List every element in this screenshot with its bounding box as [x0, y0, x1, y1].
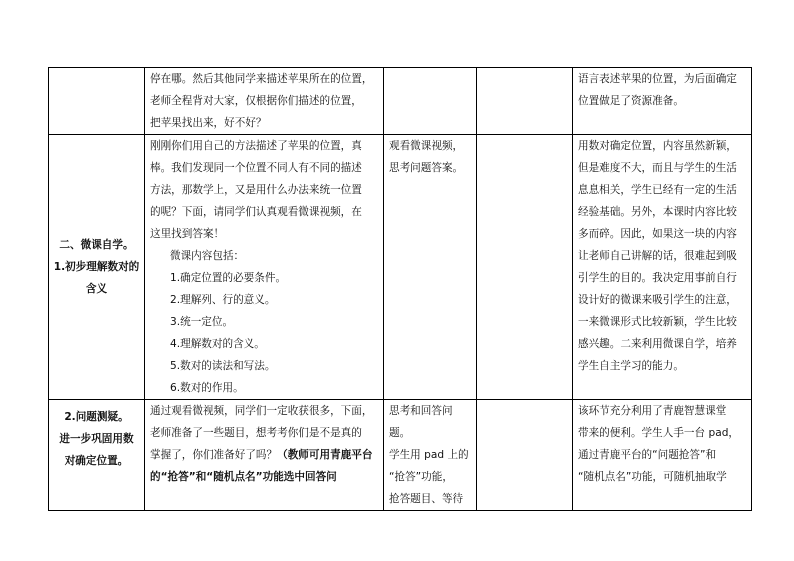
- student-line: 学生用 pad 上的: [389, 449, 469, 461]
- intent-line: 让老师自己讲解的话，很难起到吸: [578, 250, 737, 262]
- design-intent-cell: [573, 135, 752, 400]
- intent-line: 学生自主学习的能力。: [578, 360, 684, 372]
- list-item: 6.数对的作用。: [170, 382, 244, 394]
- intent-line: 息息相关，学生已经有一定的生活: [578, 184, 737, 196]
- teacher-activity-cell: [145, 68, 384, 135]
- table-row: [49, 400, 752, 511]
- stage-title: 2.问题测疑。: [64, 411, 129, 423]
- stage-subtitle: 对确定位置。: [64, 455, 129, 467]
- student-line: 观看微课视频，: [389, 140, 464, 152]
- list-item: 3.统一定位。: [170, 316, 234, 328]
- teacher-line: 把苹果找出来，好不好？: [150, 117, 267, 129]
- list-item: 1.确定位置的必要条件。: [170, 272, 287, 284]
- teacher-activity-cell: [145, 135, 384, 400]
- teacher-line: 老师全程背对大家，仅根据你们描述的位置，: [150, 95, 362, 107]
- teacher-line: 掌握了，你们准备好了吗？: [150, 449, 278, 461]
- teacher-note: （教师可用青鹿平台的“抢答”和“随机点名”功能选中回答问: [150, 449, 373, 483]
- intent-line: 但是难度不大，而且与学生的生活: [578, 162, 737, 174]
- list-item: 2.理解列、行的意义。: [170, 294, 276, 306]
- teacher-line: 方法，那数学上，又是用什么办法来统一位置: [150, 184, 362, 196]
- teacher-line: 这里找到答案！: [150, 228, 225, 240]
- design-intent-cell: [573, 400, 752, 511]
- list-item: 5.数对的读法和写法。: [170, 360, 276, 372]
- design-intent-cell: [573, 68, 752, 135]
- table-row: [49, 135, 752, 400]
- teacher-line: 老师准备了一些题目，想考考你们是不是真的: [150, 427, 362, 439]
- teacher-line: 刚刚你们用自己的方法描述了苹果的位置，真: [150, 140, 362, 152]
- stage-cell: [49, 135, 145, 400]
- tech-cell: [477, 135, 573, 400]
- list-item: 4.理解数对的含义。: [170, 338, 265, 350]
- teacher-line: 的呢？下面，请同学们认真观看微课视频，在: [150, 206, 362, 218]
- student-activity-cell: [384, 68, 477, 135]
- tech-cell: [477, 68, 573, 135]
- stage-cell: [49, 68, 145, 135]
- student-line: “抢答”功能，: [389, 471, 453, 483]
- table-row: [49, 68, 752, 135]
- lesson-plan-table: [48, 67, 752, 511]
- teacher-line: 通过观看微视频，同学们一定收获很多，下面，: [150, 405, 373, 417]
- list-title: 微课内容包括：: [170, 250, 245, 262]
- intent-line: 位置做足了资源准备。: [578, 95, 684, 107]
- student-line: 抢答题目、等待: [389, 493, 464, 505]
- stage-title: 二、微课自学。: [59, 239, 134, 251]
- intent-line: 带来的便利。学生人手一台 pad，: [578, 427, 740, 439]
- tech-cell: [477, 400, 573, 511]
- intent-line: 感兴趣。二来利用微课自学，培养: [578, 338, 737, 350]
- intent-line: 通过青鹿平台的“问题抢答”和: [578, 449, 717, 461]
- intent-line: 经验基础。另外，本课时内容比较: [578, 206, 737, 218]
- intent-line: 设计好的微课来吸引学生的注意，: [578, 294, 737, 306]
- intent-line: 引学生的目的。我决定用事前自行: [578, 272, 737, 284]
- stage-subtitle: 进一步巩固用数: [59, 433, 134, 445]
- intent-line: 用数对确定位置，内容虽然新颖，: [578, 140, 737, 152]
- stage-cell: [49, 400, 145, 511]
- teacher-line: 停在哪。然后其他同学来描述苹果所在的位置，: [150, 73, 373, 85]
- teacher-line: 棒。我们发现同一个位置不同人有不同的描述: [150, 162, 362, 174]
- intent-line: “随机点名”功能，可随机抽取学: [578, 471, 727, 483]
- intent-line: 语言表述苹果的位置，为后面确定: [578, 73, 737, 85]
- student-activity-cell: [384, 400, 477, 511]
- intent-line: 该环节充分利用了青鹿智慧课堂: [578, 405, 727, 417]
- intent-line: 多而碎。因此，如果这一块的内容: [578, 228, 737, 240]
- student-activity-cell: [384, 135, 477, 400]
- stage-subtitle: 1.初步理解数对的含义: [53, 261, 140, 295]
- student-line: 思考问题答案。: [389, 162, 464, 174]
- teacher-activity-cell: [145, 400, 384, 511]
- student-line: 思考和回答问题。: [389, 405, 453, 439]
- intent-line: 一来微课形式比较新颖，学生比较: [578, 316, 737, 328]
